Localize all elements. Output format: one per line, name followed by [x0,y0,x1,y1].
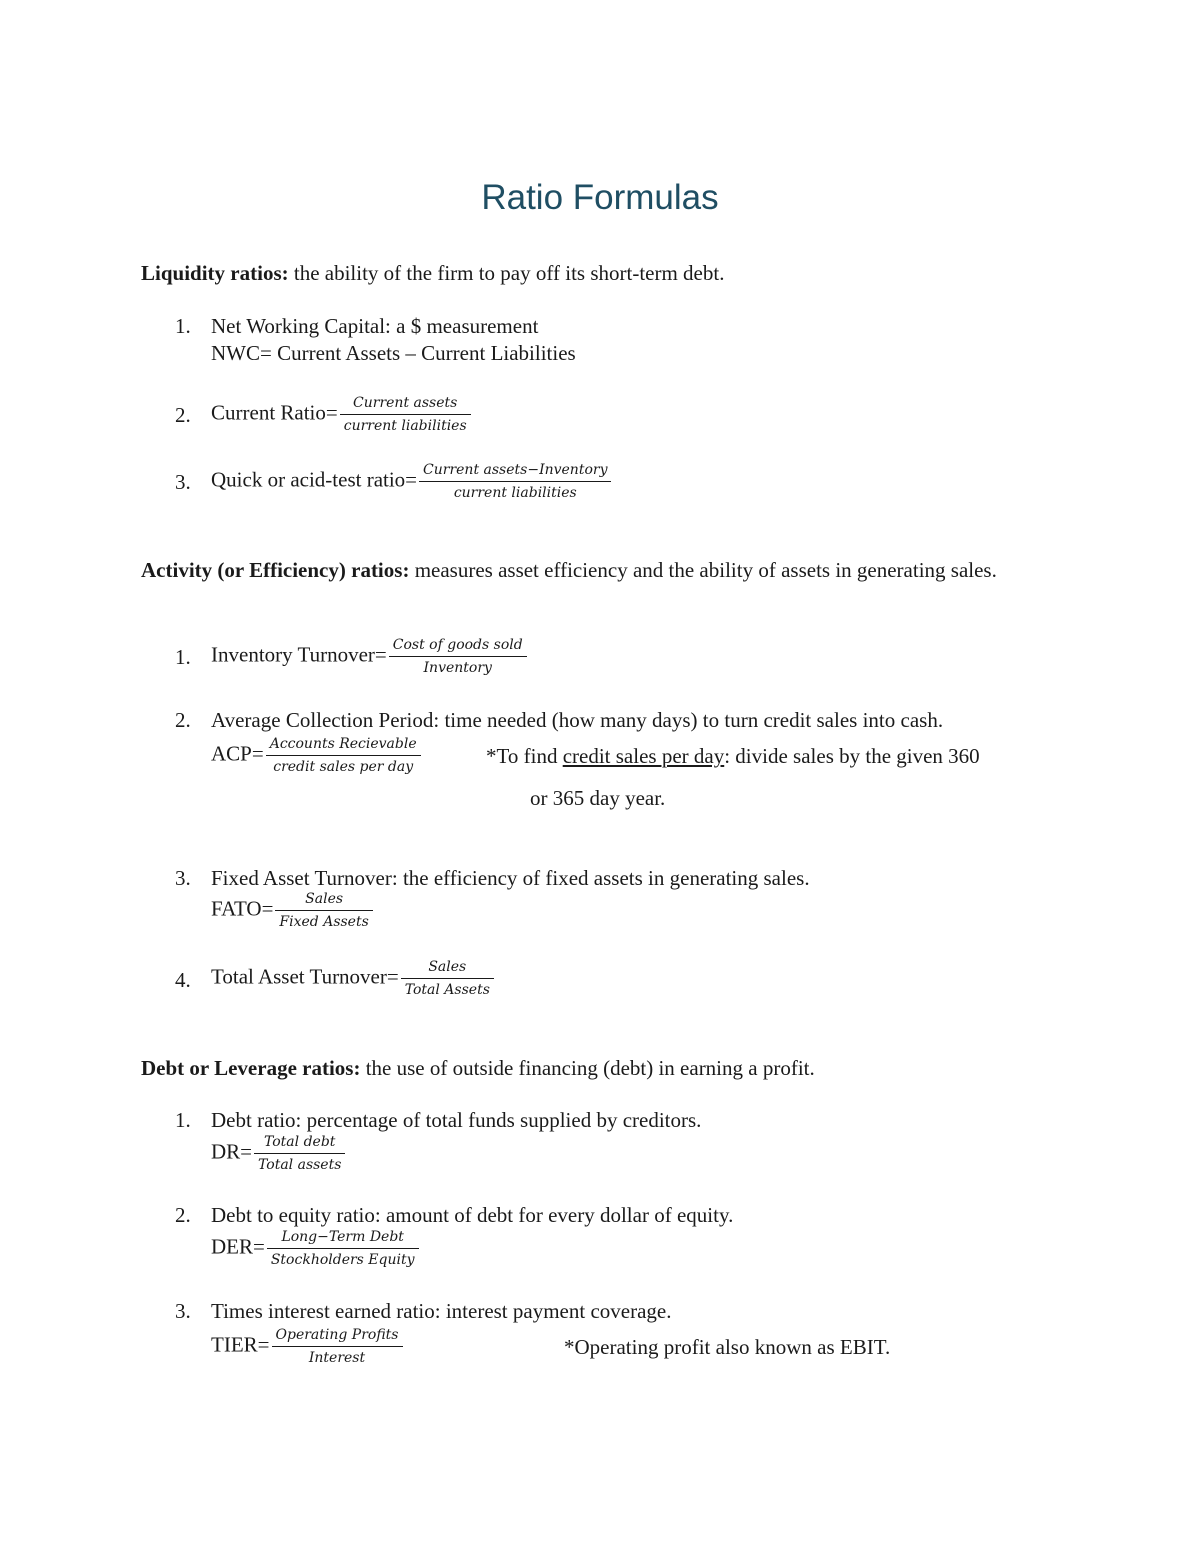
fraction [254,1131,345,1176]
fraction [266,733,421,778]
numerator: Long−Term Debt [267,1226,419,1249]
formula-label: DR= [211,1139,253,1164]
list-number: 2. [175,708,191,732]
numerator: Cost of goods sold [389,634,527,657]
quick-ratio-formula [211,459,611,504]
fato-formula [211,888,373,933]
list-number: 2. [175,403,191,427]
nwc-description: Net Working Capital: a $ measurement [211,314,539,338]
acp-note-underlined: credit sales per day [562,744,725,768]
fraction [272,1324,403,1369]
denominator: credit sales per day [273,759,414,775]
acp-description: Average Collection Period: time needed (how many days) to turn credit sales into cash. [211,708,944,732]
formula-label: Current Ratio= [211,400,338,425]
acp-formula [211,733,421,778]
activity-heading-label: Activity (or Efficiency) ratios: [141,558,410,582]
formula-label: ACP= [211,741,264,766]
current-ratio-formula [211,392,471,437]
list-number: 3. [175,470,191,494]
list-number: 3. [175,866,191,890]
activity-heading [141,557,1051,584]
denominator: Fixed Assets [279,914,369,930]
page-title: Ratio Formulas [481,178,719,217]
numerator: Operating Profits [272,1324,403,1347]
denominator: Total Assets [404,982,490,998]
list-number: 2. [175,1203,191,1227]
formula-label: Quick or acid-test ratio= [211,467,418,492]
total-asset-turnover-formula [211,956,494,1001]
list-number: 1. [175,314,191,338]
fraction [419,459,611,504]
nwc-formula: NWC= Current Assets – Current Liabilities [211,341,576,365]
liquidity-heading-label: Liquidity ratios: [141,261,289,285]
list-number: 1. [175,645,191,669]
tier-formula [211,1324,403,1369]
fraction [389,634,527,679]
formula-label: DER= [211,1234,265,1259]
denominator: Stockholders Equity [270,1252,415,1268]
formula-label: FATO= [211,896,274,921]
debt-heading [141,1055,1051,1082]
fato-description: Fixed Asset Turnover: the efficiency of fixed assets in generating sales. [211,866,810,890]
denominator: current liabilities [343,418,467,434]
numerator: Sales [401,956,494,979]
formula-label: Total Asset Turnover= [211,964,399,989]
denominator: current liabilities [453,485,577,501]
acp-note-line2: or 365 day year. [530,786,666,810]
fraction [267,1226,419,1271]
denominator: Interest [308,1350,366,1366]
list-number: 4. [175,968,191,992]
formula-label: TIER= [211,1332,270,1357]
inventory-turnover-formula [211,634,527,679]
debt-description: the use of outside financing (debt) in earning a profit. [360,1056,815,1080]
fraction [275,888,372,933]
fraction [340,392,471,437]
numerator: Total debt [254,1131,345,1154]
activity-description: measures asset efficiency and the ability of assets in generating sales. [409,558,997,582]
acp-note [486,744,980,769]
debt-heading-label: Debt or Leverage ratios: [141,1056,361,1080]
list-number: 3. [175,1299,191,1323]
acp-note-suffix: : divide sales by the given 360 [724,744,980,768]
tier-note: *Operating profit also known as EBIT. [564,1335,891,1359]
acp-note-prefix: *To find [486,744,563,768]
fraction [401,956,494,1001]
der-formula [211,1226,419,1271]
list-number: 1. [175,1108,191,1132]
numerator: Current assets−Inventory [419,459,611,482]
liquidity-description: the ability of the firm to pay off its short-term debt. [288,261,725,285]
dr-formula [211,1131,345,1176]
formula-label: Inventory Turnover= [211,642,387,667]
der-description: Debt to equity ratio: amount of debt for every dollar of equity. [211,1203,734,1227]
denominator: Inventory [423,660,492,676]
liquidity-heading [141,260,1051,287]
denominator: Total assets [258,1157,342,1173]
numerator: Accounts Recievable [266,733,421,756]
numerator: Sales [275,888,372,911]
tier-description: Times interest earned ratio: interest payment coverage. [211,1299,672,1323]
dr-description: Debt ratio: percentage of total funds supplied by creditors. [211,1108,702,1132]
numerator: Current assets [340,392,471,415]
